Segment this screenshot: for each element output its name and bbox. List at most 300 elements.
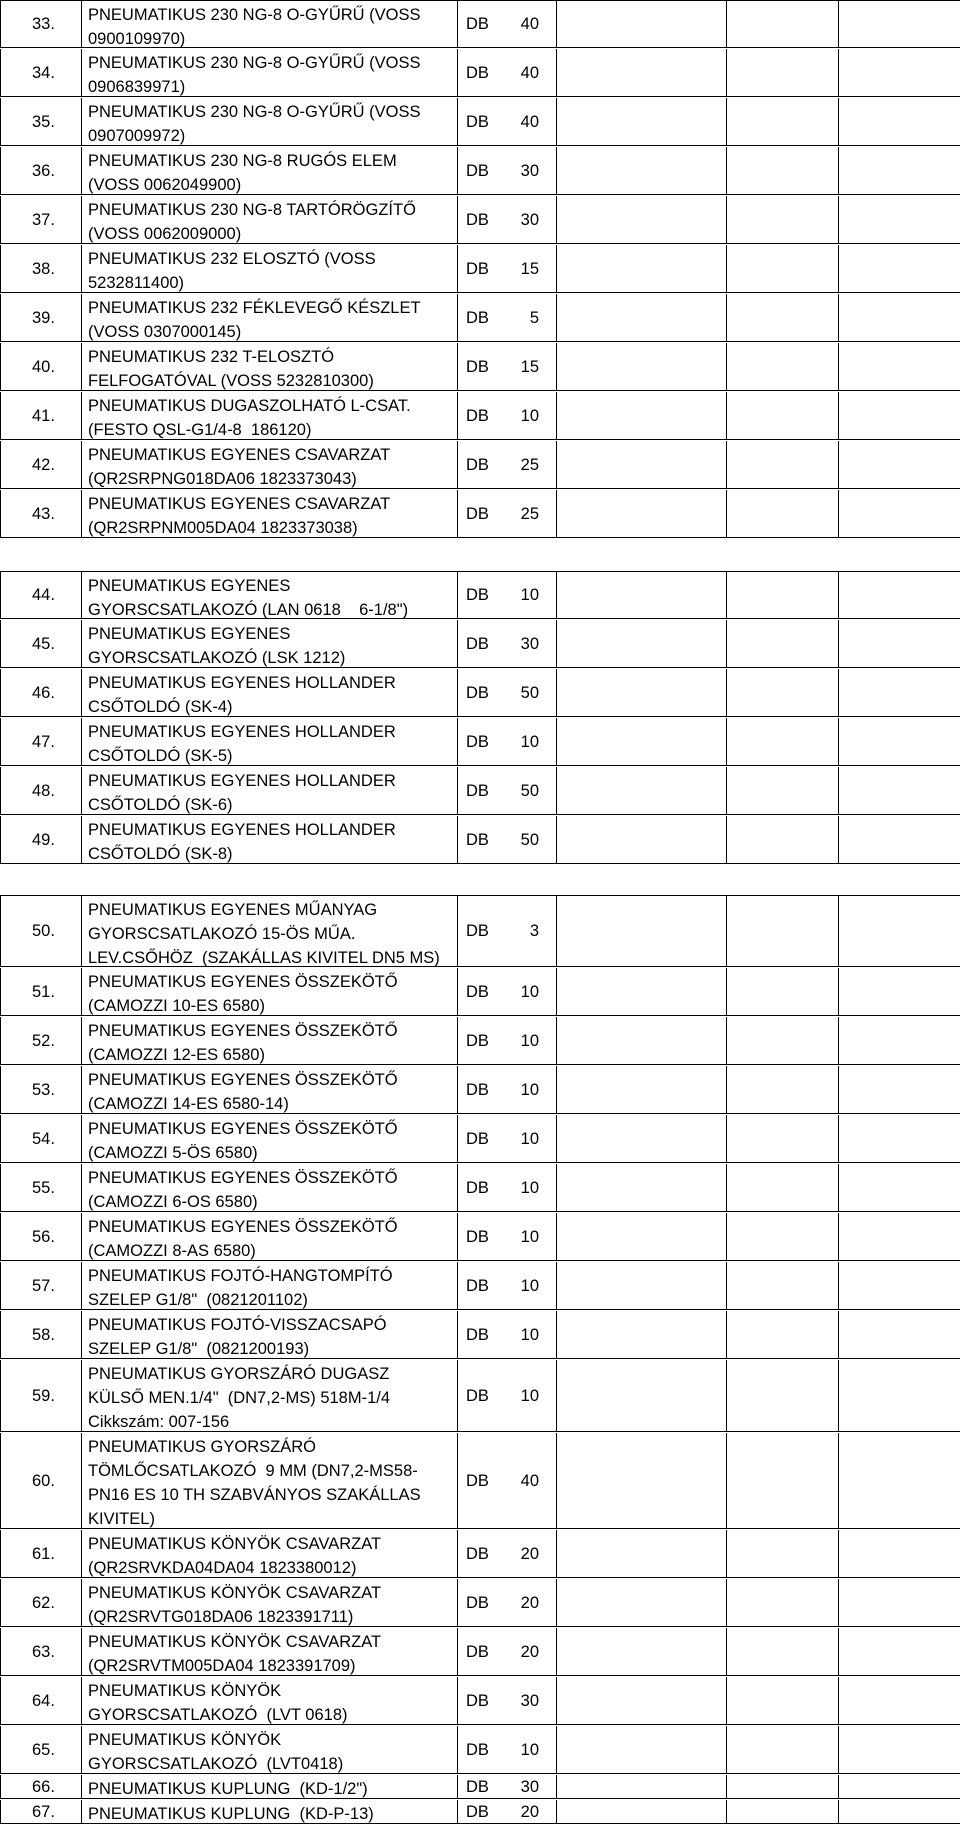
description-cell-text: PNEUMATIKUS 232 ELOSZTÓ (VOSS 5232811400)	[88, 250, 376, 292]
empty-cell	[727, 816, 839, 863]
empty-cell	[727, 1, 839, 47]
table-row	[0, 49, 960, 97]
quantity-cell	[458, 392, 557, 439]
unit-cell-text: DB	[466, 1642, 489, 1661]
empty-cell	[839, 1530, 960, 1577]
row-number-cell-text: 48.	[32, 781, 55, 800]
empty-cell	[557, 816, 727, 863]
empty-cell	[557, 1433, 727, 1528]
empty-cell	[557, 1213, 727, 1260]
description-cell	[82, 490, 458, 537]
table-row	[0, 1579, 960, 1627]
description-cell-text: PNEUMATIKUS EGYENES CSAVARZAT (QR2SRPNM005DA04 1823373038)	[88, 495, 391, 537]
empty-cell	[839, 98, 960, 145]
description-cell-text: PNEUMATIKUS KÖNYÖK CSAVARZAT (QR2SRVKDA04DA04 1823380012)	[88, 1535, 382, 1577]
quantity-cell	[458, 1726, 557, 1773]
empty-cell	[557, 49, 727, 96]
description-cell-text: PNEUMATIKUS 230 NG-8 O-GYŰRŰ (VOSS 0900109970)	[88, 6, 421, 48]
empty-cell	[839, 1360, 960, 1431]
row-number-cell-text: 58.	[32, 1325, 55, 1344]
row-number-cell-text: 46.	[32, 683, 55, 702]
unit-cell-text: DB	[466, 1544, 489, 1563]
description-cell	[82, 1433, 458, 1528]
table-row	[0, 98, 960, 146]
row-number-cell	[1, 816, 82, 863]
quantity-cell-text: 10	[520, 1386, 539, 1405]
quantity-cell-text: 40	[520, 112, 539, 131]
description-cell	[82, 968, 458, 1015]
empty-cell	[727, 1360, 839, 1431]
empty-cell	[839, 1066, 960, 1113]
quantity-cell	[458, 294, 557, 341]
table-row	[0, 1530, 960, 1578]
quantity-cell-text: 30	[520, 634, 539, 653]
description-cell	[82, 1017, 458, 1064]
empty-cell	[839, 147, 960, 194]
description-cell-text: PNEUMATIKUS GYORSZÁRÓ DUGASZ KÜLSŐ MEN.1/4" (DN7,2-MS) 518M-1/4 Cikkszám: 007-156	[88, 1365, 391, 1431]
table-row	[0, 669, 960, 717]
unit-cell-text: DB	[466, 1276, 489, 1295]
row-number-cell-text: 56.	[32, 1227, 55, 1246]
row-number-cell-text: 55.	[32, 1178, 55, 1197]
unit-cell-text: DB	[466, 1080, 489, 1099]
unit-cell-text: DB	[466, 830, 489, 849]
quantity-cell-text: 25	[520, 504, 539, 523]
unit-cell-text: DB	[466, 683, 489, 702]
quantity-cell	[458, 1115, 557, 1162]
quantity-cell-text: 40	[520, 14, 539, 33]
quantity-cell-text: 10	[520, 585, 539, 604]
quantity-cell-text: 10	[520, 1276, 539, 1295]
empty-cell	[727, 1433, 839, 1528]
description-cell	[82, 1115, 458, 1162]
empty-cell	[839, 1213, 960, 1260]
empty-cell	[839, 196, 960, 243]
quantity-cell	[458, 1530, 557, 1577]
row-number-cell-text: 34.	[32, 63, 55, 82]
empty-cell	[839, 1579, 960, 1626]
description-cell-text: PNEUMATIKUS KÖNYÖK GYORSCSATLAKOZÓ (LVT0418)	[88, 1731, 344, 1773]
table-row	[0, 1262, 960, 1310]
quantity-cell	[458, 968, 557, 1015]
unit-cell-text: DB	[466, 1129, 489, 1148]
row-number-cell	[1, 196, 82, 243]
row-number-cell-text: 49.	[32, 830, 55, 849]
row-number-cell	[1, 245, 82, 292]
empty-cell	[727, 294, 839, 341]
row-number-cell	[1, 1628, 82, 1675]
empty-cell	[727, 1066, 839, 1113]
row-number-cell	[1, 1311, 82, 1358]
unit-cell-text: DB	[466, 1593, 489, 1612]
empty-cell	[839, 49, 960, 96]
empty-cell	[557, 1017, 727, 1064]
unit-cell-text: DB	[466, 161, 489, 180]
quantity-cell-text: 50	[520, 683, 539, 702]
description-cell-text: PNEUMATIKUS KÖNYÖK GYORSCSATLAKOZÓ (LVT 0618)	[88, 1682, 348, 1724]
table-row	[0, 620, 960, 668]
quantity-cell-text: 30	[520, 161, 539, 180]
description-cell-text: PNEUMATIKUS EGYENES MŰANYAG GYORSCSATLAKOZÓ 15-ÖS MŰA. LEV.CSŐHÖZ (SZAKÁLLAS KIVITEL DN5 MS)	[88, 901, 440, 967]
quantity-cell-text: 20	[520, 1544, 539, 1563]
row-number-cell-text: 53.	[32, 1080, 55, 1099]
empty-cell	[727, 1677, 839, 1724]
description-cell-text: PNEUMATIKUS GYORSZÁRÓ TÖMLŐCSATLAKOZÓ 9 MM (DN7,2-MS58- PN16 ES 10 TH SZABVÁNYOS SZAKÁLLAS KIVITEL)	[88, 1438, 421, 1528]
empty-cell	[557, 1775, 727, 1798]
row-number-cell	[1, 1262, 82, 1309]
quantity-cell-text: 50	[520, 830, 539, 849]
empty-cell	[557, 1360, 727, 1431]
unit-cell-text: DB	[466, 1386, 489, 1405]
row-number-cell-text: 57.	[32, 1276, 55, 1295]
quantity-cell	[458, 718, 557, 765]
table-row	[0, 0, 960, 48]
quantity-cell	[458, 767, 557, 814]
quantity-cell	[458, 147, 557, 194]
unit-cell-text: DB	[466, 982, 489, 1001]
empty-cell	[727, 1726, 839, 1773]
description-cell	[82, 1800, 458, 1823]
table-row	[0, 571, 960, 619]
empty-cell	[557, 1628, 727, 1675]
empty-cell	[839, 343, 960, 390]
row-number-cell	[1, 669, 82, 716]
description-cell	[82, 147, 458, 194]
row-number-cell	[1, 1433, 82, 1528]
row-number-cell	[1, 1115, 82, 1162]
empty-cell	[557, 1066, 727, 1113]
row-number-cell-text: 43.	[32, 504, 55, 523]
row-number-cell	[1, 1017, 82, 1064]
empty-cell	[727, 1262, 839, 1309]
description-cell-text: PNEUMATIKUS DUGASZOLHATÓ L-CSAT. (FESTO QSL-G1/4-8 186120)	[88, 397, 411, 439]
description-cell	[82, 245, 458, 292]
quantity-cell	[458, 1262, 557, 1309]
unit-cell-text: DB	[466, 585, 489, 604]
description-cell	[82, 1262, 458, 1309]
table-row	[0, 441, 960, 489]
empty-cell	[839, 1775, 960, 1798]
empty-cell	[557, 1, 727, 47]
table-row	[0, 1775, 960, 1799]
empty-cell	[557, 896, 727, 966]
description-cell-text: PNEUMATIKUS 230 NG-8 TARTÓRÖGZÍTŐ (VOSS 0062009000)	[88, 201, 416, 243]
quantity-cell	[458, 1311, 557, 1358]
empty-cell	[727, 1017, 839, 1064]
quantity-cell	[458, 1066, 557, 1113]
description-cell	[82, 1360, 458, 1431]
table-row	[0, 1066, 960, 1114]
empty-cell	[557, 245, 727, 292]
row-number-cell	[1, 1360, 82, 1431]
empty-cell	[557, 343, 727, 390]
empty-cell	[557, 1677, 727, 1724]
empty-cell	[557, 98, 727, 145]
table-row	[0, 1726, 960, 1774]
quantity-cell	[458, 490, 557, 537]
row-number-cell-text: 59.	[32, 1386, 55, 1405]
row-number-cell	[1, 392, 82, 439]
empty-cell	[839, 1017, 960, 1064]
empty-cell	[839, 1800, 960, 1823]
table-row	[0, 767, 960, 815]
table-row	[0, 147, 960, 195]
row-number-cell	[1, 1164, 82, 1211]
empty-cell	[727, 49, 839, 96]
row-number-cell	[1, 1726, 82, 1773]
row-number-cell-text: 40.	[32, 357, 55, 376]
empty-cell	[557, 1579, 727, 1626]
row-number-cell	[1, 1213, 82, 1260]
description-cell-text: PNEUMATIKUS 230 NG-8 O-GYŰRŰ (VOSS 0907009972)	[88, 103, 421, 145]
row-number-cell	[1, 49, 82, 96]
description-cell-text: PNEUMATIKUS 232 T-ELOSZTÓ FELFOGATÓVAL (VOSS 5232810300)	[88, 348, 374, 390]
empty-cell	[727, 718, 839, 765]
table-row	[0, 343, 960, 391]
row-number-cell	[1, 968, 82, 1015]
empty-cell	[557, 147, 727, 194]
table-row	[0, 1433, 960, 1529]
row-number-cell-text: 45.	[32, 634, 55, 653]
empty-cell	[839, 1262, 960, 1309]
empty-cell	[727, 896, 839, 966]
description-cell	[82, 1, 458, 47]
quantity-cell-text: 30	[520, 210, 539, 229]
quantity-cell	[458, 669, 557, 716]
description-cell	[82, 196, 458, 243]
description-cell	[82, 620, 458, 667]
quantity-cell-text: 15	[520, 357, 539, 376]
description-cell-text: PNEUMATIKUS EGYENES ÖSSZEKÖTŐ (CAMOZZI 10-ES 6580)	[88, 973, 398, 1015]
description-cell	[82, 1066, 458, 1113]
row-number-cell-text: 52.	[32, 1031, 55, 1050]
row-number-cell	[1, 343, 82, 390]
unit-cell-text: DB	[466, 504, 489, 523]
empty-cell	[839, 441, 960, 488]
empty-cell	[727, 968, 839, 1015]
quantity-cell-text: 15	[520, 259, 539, 278]
description-cell-text: PNEUMATIKUS EGYENES HOLLANDER CSŐTOLDÓ (SK-5)	[88, 723, 396, 765]
empty-cell	[839, 968, 960, 1015]
empty-cell	[557, 1530, 727, 1577]
quantity-cell-text: 10	[520, 1031, 539, 1050]
description-cell-text: PNEUMATIKUS KÖNYÖK CSAVARZAT (QR2SRVTG018DA06 1823391711)	[88, 1584, 382, 1626]
description-cell	[82, 718, 458, 765]
description-cell-text: PNEUMATIKUS 230 NG-8 O-GYŰRŰ (VOSS 0906839971)	[88, 54, 421, 96]
quantity-cell	[458, 572, 557, 618]
row-number-cell	[1, 294, 82, 341]
table-row	[0, 1115, 960, 1163]
description-cell-text: PNEUMATIKUS EGYENES CSAVARZAT (QR2SRPNG018DA06 1823373043)	[88, 446, 391, 488]
unit-cell-text: DB	[466, 1031, 489, 1050]
description-cell-text: PNEUMATIKUS KUPLUNG (KD-P-13)	[88, 1805, 374, 1823]
quantity-cell-text: 5	[529, 308, 539, 327]
table-row	[0, 1800, 960, 1824]
row-number-cell-text: 38.	[32, 259, 55, 278]
quantity-cell	[458, 620, 557, 667]
empty-cell	[839, 1628, 960, 1675]
table-row	[0, 392, 960, 440]
description-cell	[82, 896, 458, 966]
empty-cell	[727, 392, 839, 439]
description-cell-text: PNEUMATIKUS EGYENES ÖSSZEKÖTŐ (CAMOZZI 14-ES 6580-14)	[88, 1071, 398, 1113]
empty-cell	[727, 572, 839, 618]
quantity-cell	[458, 98, 557, 145]
quantity-cell	[458, 1677, 557, 1724]
description-cell	[82, 49, 458, 96]
row-number-cell-text: 33.	[32, 14, 55, 33]
row-number-cell-text: 63.	[32, 1642, 55, 1661]
description-cell-text: PNEUMATIKUS KÖNYÖK CSAVARZAT (QR2SRVTM005DA04 1823391709)	[88, 1633, 382, 1675]
empty-cell	[557, 1115, 727, 1162]
quantity-cell	[458, 343, 557, 390]
empty-cell	[557, 718, 727, 765]
description-cell	[82, 1579, 458, 1626]
empty-cell	[557, 196, 727, 243]
empty-cell	[727, 1115, 839, 1162]
unit-cell-text: DB	[466, 1777, 489, 1796]
table-row	[0, 1628, 960, 1676]
empty-cell	[839, 245, 960, 292]
row-number-cell-text: 35.	[32, 112, 55, 131]
row-number-cell	[1, 441, 82, 488]
row-number-cell	[1, 98, 82, 145]
empty-cell	[727, 441, 839, 488]
row-number-cell-text: 36.	[32, 161, 55, 180]
empty-cell	[839, 392, 960, 439]
row-number-cell	[1, 1, 82, 47]
unit-cell-text: DB	[466, 1691, 489, 1710]
quantity-cell	[458, 196, 557, 243]
quantity-cell	[458, 896, 557, 966]
quantity-cell	[458, 1017, 557, 1064]
row-number-cell-text: 42.	[32, 455, 55, 474]
quantity-cell-text: 10	[520, 406, 539, 425]
table-row	[0, 490, 960, 538]
empty-cell	[839, 816, 960, 863]
row-number-cell	[1, 1066, 82, 1113]
quantity-cell	[458, 1433, 557, 1528]
empty-cell	[839, 1726, 960, 1773]
empty-cell	[727, 669, 839, 716]
description-cell	[82, 98, 458, 145]
empty-cell	[727, 1164, 839, 1211]
unit-cell-text: DB	[466, 210, 489, 229]
empty-cell	[727, 1213, 839, 1260]
unit-cell-text: DB	[466, 259, 489, 278]
table-row	[0, 718, 960, 766]
empty-cell	[839, 620, 960, 667]
row-number-cell-text: 47.	[32, 732, 55, 751]
quantity-cell-text: 10	[520, 1740, 539, 1759]
empty-cell	[557, 767, 727, 814]
quantity-cell	[458, 1579, 557, 1626]
empty-cell	[557, 441, 727, 488]
table-row	[0, 1017, 960, 1065]
row-number-cell-text: 65.	[32, 1740, 55, 1759]
row-number-cell-text: 60.	[32, 1471, 55, 1490]
empty-cell	[839, 1433, 960, 1528]
row-number-cell	[1, 147, 82, 194]
description-cell-text: PNEUMATIKUS EGYENES ÖSSZEKÖTŐ (CAMOZZI 8-AS 6580)	[88, 1218, 398, 1260]
description-cell	[82, 1164, 458, 1211]
empty-cell	[839, 490, 960, 537]
empty-cell	[839, 572, 960, 618]
row-number-cell-text: 44.	[32, 585, 55, 604]
row-number-cell-text: 39.	[32, 308, 55, 327]
empty-cell	[557, 294, 727, 341]
unit-cell-text: DB	[466, 14, 489, 33]
empty-cell	[727, 1530, 839, 1577]
row-number-cell	[1, 1677, 82, 1724]
row-number-cell	[1, 718, 82, 765]
empty-cell	[557, 392, 727, 439]
quantity-cell-text: 10	[520, 1080, 539, 1099]
quantity-cell-text: 40	[520, 63, 539, 82]
empty-cell	[839, 1115, 960, 1162]
row-number-cell	[1, 1530, 82, 1577]
row-number-cell	[1, 1800, 82, 1823]
table-row	[0, 816, 960, 864]
unit-cell-text: DB	[466, 1227, 489, 1246]
row-number-cell	[1, 572, 82, 618]
quantity-cell	[458, 441, 557, 488]
unit-cell-text: DB	[466, 63, 489, 82]
row-number-cell-text: 62.	[32, 1593, 55, 1612]
empty-cell	[727, 147, 839, 194]
quantity-cell-text: 10	[520, 1178, 539, 1197]
empty-cell	[839, 1311, 960, 1358]
table-row	[0, 1213, 960, 1261]
description-cell-text: PNEUMATIKUS EGYENES HOLLANDER CSŐTOLDÓ (SK-6)	[88, 772, 396, 814]
unit-cell-text: DB	[466, 732, 489, 751]
unit-cell-text: DB	[466, 455, 489, 474]
empty-cell	[557, 968, 727, 1015]
empty-cell	[839, 1677, 960, 1724]
empty-cell	[727, 343, 839, 390]
unit-cell-text: DB	[466, 112, 489, 131]
empty-cell	[727, 767, 839, 814]
row-number-cell-text: 64.	[32, 1691, 55, 1710]
description-cell-text: PNEUMATIKUS KUPLUNG (KD-1/2")	[88, 1780, 368, 1798]
unit-cell-text: DB	[466, 1471, 489, 1490]
unit-cell-text: DB	[466, 921, 489, 940]
description-cell-text: PNEUMATIKUS 232 FÉKLEVEGŐ KÉSZLET (VOSS 0307000145)	[88, 299, 421, 341]
description-cell-text: PNEUMATIKUS EGYENES GYORSCSATLAKOZÓ (LSK 1212)	[88, 625, 346, 667]
row-number-cell-text: 66.	[32, 1777, 55, 1796]
description-cell-text: PNEUMATIKUS 230 NG-8 RUGÓS ELEM (VOSS 0062049900)	[88, 152, 397, 194]
description-cell	[82, 1628, 458, 1675]
description-cell-text: PNEUMATIKUS EGYENES HOLLANDER CSŐTOLDÓ (SK-8)	[88, 821, 396, 863]
description-cell	[82, 441, 458, 488]
empty-cell	[839, 1164, 960, 1211]
unit-cell-text: DB	[466, 781, 489, 800]
row-number-cell-text: 50.	[32, 921, 55, 940]
empty-cell	[839, 294, 960, 341]
description-cell-text: PNEUMATIKUS EGYENES HOLLANDER CSŐTOLDÓ (SK-4)	[88, 674, 396, 716]
empty-cell	[727, 1775, 839, 1798]
description-cell	[82, 1677, 458, 1724]
empty-cell	[557, 620, 727, 667]
row-number-cell-text: 41.	[32, 406, 55, 425]
quantity-cell-text: 50	[520, 781, 539, 800]
description-cell-text: PNEUMATIKUS EGYENES GYORSCSATLAKOZÓ (LAN 0618 6-1/8")	[88, 577, 409, 619]
quantity-cell-text: 25	[520, 455, 539, 474]
empty-cell	[557, 490, 727, 537]
description-cell-text: PNEUMATIKUS EGYENES ÖSSZEKÖTŐ (CAMOZZI 6-OS 6580)	[88, 1169, 398, 1211]
quantity-cell	[458, 49, 557, 96]
empty-cell	[557, 572, 727, 618]
